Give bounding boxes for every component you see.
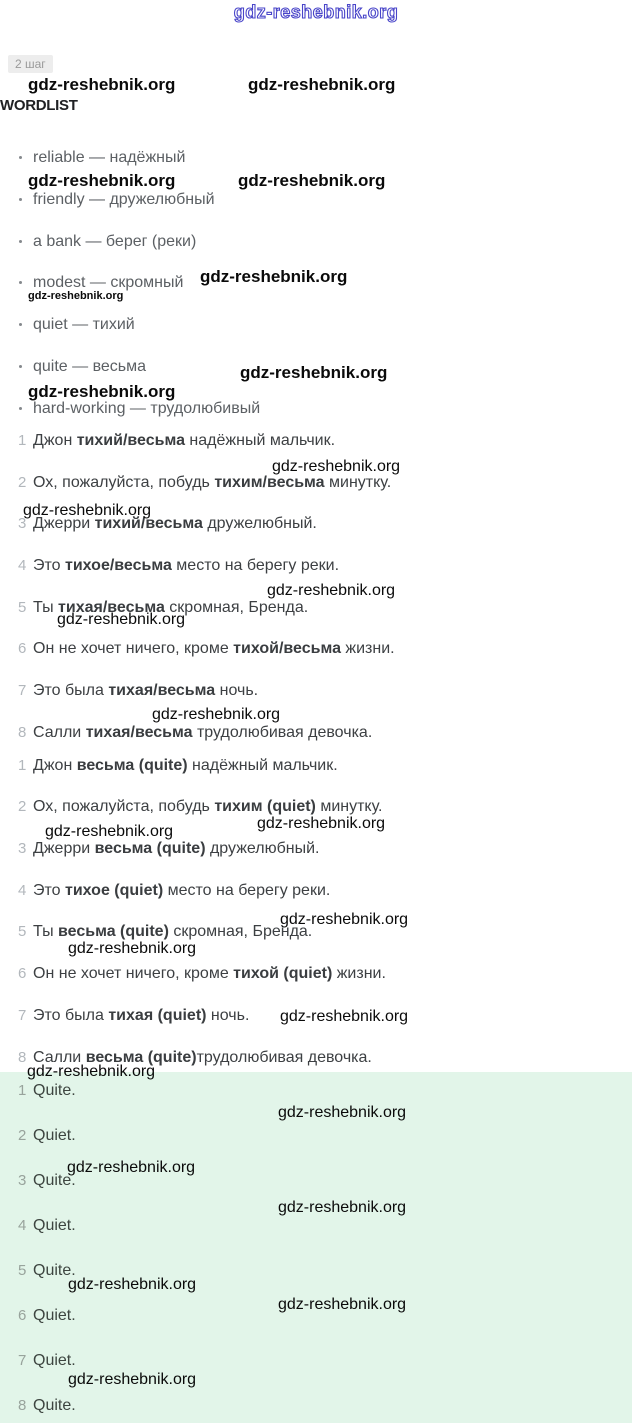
- answer-sentence: [0, 838, 632, 859]
- watermark: gdz-reshebnik.org: [28, 290, 124, 302]
- watermark: gdz-reshebnik.org: [272, 458, 401, 475]
- sentence-text: Это тихое/весьма место на берегу реки.: [33, 557, 340, 574]
- item-number: 1: [18, 757, 27, 774]
- wordlist-item-text: quite — весьма: [33, 358, 147, 375]
- wordlist-item-text: hard-working — трудолюбивый: [33, 400, 261, 417]
- final-answer-text: Quiet.: [33, 1352, 76, 1369]
- wordlist-item: [0, 232, 632, 252]
- final-answer: [0, 1125, 632, 1146]
- item-number: 6: [18, 640, 27, 657]
- final-answer-text: Quiet.: [33, 1127, 76, 1144]
- bullet-icon: [19, 198, 22, 201]
- watermark: gdz-reshebnik.org: [68, 940, 197, 957]
- wordlist-title: WORDLIST: [0, 97, 78, 114]
- watermark: gdz-reshebnik.org: [152, 706, 281, 723]
- watermark: gdz-reshebnik.org: [248, 75, 396, 94]
- watermark: gdz-reshebnik.org: [278, 1104, 407, 1121]
- sentence-text: Салли весьма (quite)трудолюбивая девочка.: [33, 1049, 372, 1066]
- item-number: 8: [18, 724, 27, 741]
- watermark: gdz-reshebnik.org: [23, 502, 152, 519]
- sentence-text: Ты тихая/весьма скромная, Бренда.: [33, 599, 309, 616]
- watermark: gdz-reshebnik.org: [67, 1159, 196, 1176]
- watermark: gdz-reshebnik.org: [27, 1063, 156, 1080]
- task-sentence: [0, 638, 632, 659]
- sentence-text: Ох, пожалуйста, побудь тихим/весьма минутку.: [33, 474, 392, 491]
- item-number: 3: [18, 840, 27, 857]
- step-badge: 2 шаг: [8, 55, 53, 73]
- answer-sentence: [0, 796, 632, 817]
- item-number: 8: [18, 1397, 27, 1414]
- watermark: gdz-reshebnik.org: [57, 611, 186, 628]
- task-sentence: [0, 430, 632, 451]
- watermark: gdz-reshebnik.org: [28, 75, 176, 94]
- wordlist-item: [0, 148, 632, 168]
- sentence-text: Это была тихая/весьма ночь.: [33, 682, 259, 699]
- wordlist-item-text: friendly — дружелюбный: [33, 191, 215, 208]
- final-answer-text: Quiet.: [33, 1307, 76, 1324]
- item-number: 2: [18, 474, 27, 491]
- sentence-text: Ты весьма (quite) скромная, Бренда.: [33, 923, 313, 940]
- item-number: 1: [18, 1082, 27, 1099]
- item-number: 6: [18, 965, 27, 982]
- bullet-icon: [19, 407, 22, 410]
- bullet-icon: [19, 323, 22, 326]
- item-number: 7: [18, 682, 27, 699]
- task-sentence: [0, 555, 632, 576]
- final-answer: [0, 1080, 632, 1101]
- watermark: gdz-reshebnik.org: [68, 1371, 197, 1388]
- wordlist-item: [0, 190, 632, 210]
- answer-sentence: [0, 963, 632, 984]
- sentence-text: Джерри весьма (quite) дружелюбный.: [33, 840, 320, 857]
- task-sentence: [0, 722, 632, 743]
- final-answer: [0, 1350, 632, 1371]
- item-number: 5: [18, 1262, 27, 1279]
- final-answer-text: Quiet.: [33, 1217, 76, 1234]
- watermark: gdz-reshebnik.org: [240, 363, 388, 382]
- final-answer-text: Quite.: [33, 1172, 76, 1189]
- bullet-icon: [19, 281, 22, 284]
- bullet-icon: [19, 365, 22, 368]
- wordlist-item: [0, 399, 632, 419]
- wordlist-item-text: a bank — берег (реки): [33, 233, 197, 250]
- sentence-text: Джон тихий/весьма надёжный мальчик.: [33, 432, 336, 449]
- watermark: gdz-reshebnik.org: [278, 1199, 407, 1216]
- wordlist-item-text: reliable — надёжный: [33, 149, 186, 166]
- sentence-text: Ох, пожалуйста, побудь тихим (quiet) минутку.: [33, 798, 383, 815]
- sentence-text: Джон весьма (quite) надёжный мальчик.: [33, 757, 338, 774]
- watermark: gdz-reshebnik.org: [267, 582, 396, 599]
- sentence-text: Он не хочет ничего, кроме тихой (quiet) жизни.: [33, 965, 386, 982]
- item-number: 7: [18, 1007, 27, 1024]
- item-number: 6: [18, 1307, 27, 1324]
- item-number: 2: [18, 798, 27, 815]
- item-number: 5: [18, 599, 27, 616]
- item-number: 3: [18, 1172, 27, 1189]
- item-number: 4: [18, 557, 27, 574]
- final-answer: [0, 1395, 632, 1416]
- sentence-text: Это была тихая (quiet) ночь.: [33, 1007, 250, 1024]
- task-sentence: [0, 680, 632, 701]
- watermark: gdz-reshebnik.org: [200, 267, 348, 286]
- watermark: gdz-reshebnik.org: [45, 823, 174, 840]
- sentence-text: Салли тихая/весьма трудолюбивая девочка.: [33, 724, 373, 741]
- item-number: 8: [18, 1049, 27, 1066]
- answer-sentence: [0, 880, 632, 901]
- wordlist-item-text: quiet — тихий: [33, 316, 135, 333]
- bullet-icon: [19, 156, 22, 159]
- final-answer-text: Quite.: [33, 1262, 76, 1279]
- item-number: 4: [18, 882, 27, 899]
- bullet-icon: [19, 240, 22, 243]
- item-number: 3: [18, 515, 27, 532]
- watermark: gdz-reshebnik.org: [68, 1276, 197, 1293]
- item-number: 2: [18, 1127, 27, 1144]
- final-answer-text: Quite.: [33, 1082, 76, 1099]
- watermark: gdz-reshebnik.org: [280, 1008, 409, 1025]
- watermark: gdz-reshebnik.org: [28, 171, 176, 190]
- item-number: 4: [18, 1217, 27, 1234]
- site-watermark-logo: gdz-reshebnik.org: [233, 2, 399, 22]
- watermark: gdz-reshebnik.org: [238, 171, 386, 190]
- watermark: gdz-reshebnik.org: [278, 1296, 407, 1313]
- final-answer: [0, 1215, 632, 1236]
- item-number: 7: [18, 1352, 27, 1369]
- watermark: gdz-reshebnik.org: [28, 382, 176, 401]
- sentence-text: Это тихое (quiet) место на берегу реки.: [33, 882, 331, 899]
- watermark: gdz-reshebnik.org: [257, 815, 386, 832]
- watermark: gdz-reshebnik.org: [280, 911, 409, 928]
- sentence-text: Джерри тихий/весьма дружелюбный.: [33, 515, 317, 532]
- item-number: 1: [18, 432, 27, 449]
- sentence-text: Он не хочет ничего, кроме тихой/весьма жизни.: [33, 640, 395, 657]
- item-number: 5: [18, 923, 27, 940]
- wordlist-item: [0, 315, 632, 335]
- answer-sentence: [0, 755, 632, 776]
- final-answer-text: Quite.: [33, 1397, 76, 1414]
- wordlist-item-text: modest — скромный: [33, 274, 184, 291]
